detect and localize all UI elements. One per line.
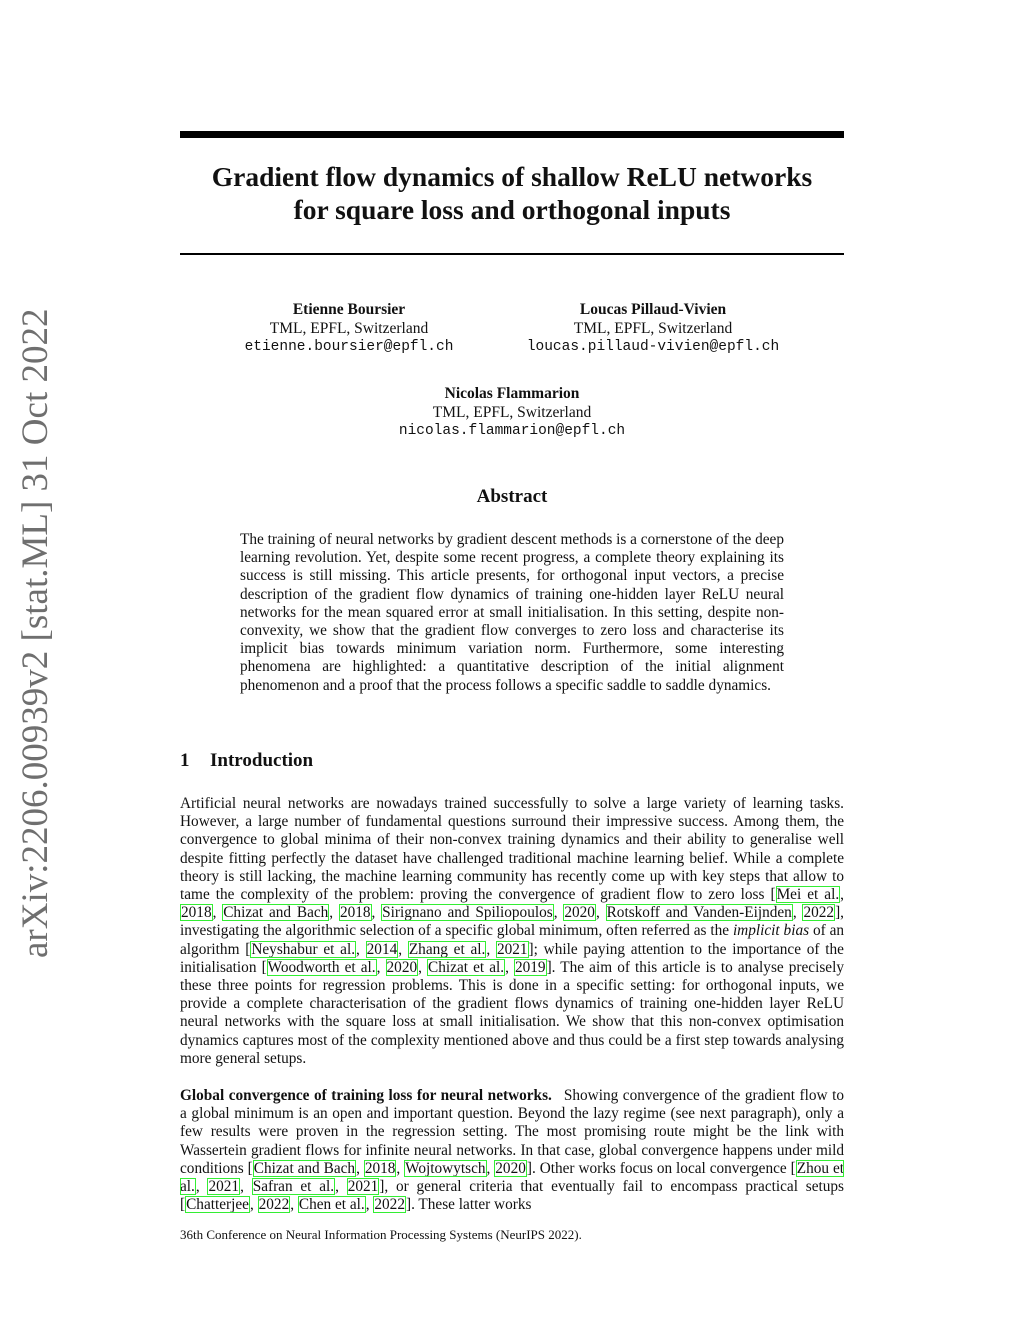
author-email[interactable]: loucas.pillaud-vivien@epfl.ch	[526, 339, 780, 355]
citation-link[interactable]: Zhou et al.	[180, 1159, 844, 1196]
text-run: ]. The aim of this article is to analyse precisely these three points for regression problems. This is done in a specific setting: for orthogonal inputs, we provide a complete characterisation of the gradient flows dynamics of training one-hidden layer ReLU neural networks with the square loss at small initialisation. We show that this non-convex optimisation dynamics captures most of the complexity mentioned above and thus could be a first step towards analysing more general setups.	[180, 958, 844, 1067]
citation-link[interactable]: 2014	[366, 940, 398, 958]
introduction-paragraph: Artificial neural networks are nowadays trained successfully to solve a large variety of learning tasks. However, a large number of fundamental questions surround their impressive success. Among them, the convergence to global minima of their non-convex training dynamics and their ability to generalise well despite fitting perfectly the dataset have challenged traditional machine learning belief. While a complete theory is still lacking, the machine learning community has recently come up with key steps that allow to tame the complexity of the problem: proving the convergence of gradient flow to zero loss [Mei et al., 2018, Chizat and Bach, 2018, Sirignano and Spiliopoulos, 2020, Rotskoff and Vanden-Eijnden, 2022], investigating the algorithmic selection of a specific global minimum, often referred as the implicit bias of an algorithm [Neyshabur et al., 2014, Zhang et al., 2021]; while paying attention to the importance of the initialisation [Woodworth et al., 2020, Chizat et al., 2019]. The aim of this article is to analyse precisely these three points for regression problems. This is done in a specific setting: for orthogonal inputs, we provide a complete characterisation of the gradient flows dynamics of training one-hidden layer ReLU neural networks with the square loss at small initialisation. We show that this non-convex optimisation dynamics captures most of the complexity mentioned above and thus could be a first step towards analysing more general setups.	[180, 795, 845, 1067]
citation-link[interactable]: Rotskoff and Vanden-Eijnden	[606, 904, 792, 922]
citation-link[interactable]: Mei et al.	[776, 886, 840, 904]
abstract-heading: Abstract	[476, 486, 548, 507]
citation-link[interactable]: 2020	[495, 1159, 526, 1177]
citation-link[interactable]: Chizat and Bach	[223, 904, 329, 922]
text-run: ], investigating the algorithmic selection of a specific global minimum, often referred as the	[180, 904, 844, 940]
author-affiliation: TML, EPFL, Switzerland	[432, 404, 592, 421]
text-run: ], or general criteria that eventually fail to encompass practical setups [	[180, 1178, 844, 1214]
author-affiliation: TML, EPFL, Switzerland	[573, 320, 733, 337]
global-convergence-paragraph: Global convergence of training loss for neural networks. Showing convergence of the gradient flow to a global minimum is an open and important question. Beyond the lazy regime (see next paragraph), only a few results were proven in the regression setting. The most promising route might be the link with Wassertein gradient flows for infinite neural networks. In that case, global convergence happens under mild conditions [Chizat and Bach, 2018, Wojtowytsch, 2020]. Other works focus on local convergence [Zhou et al., 2021, Safran et al., 2021], or general criteria that eventually fail to encompass practical setups [Chatterjee, 2022, Chen et al., 2022]. These latter works	[180, 1087, 844, 1214]
author-email[interactable]: etienne.boursier@epfl.ch	[244, 339, 454, 355]
citation-link[interactable]: Chatterjee	[186, 1196, 249, 1214]
citation-link[interactable]: Wojtowytsch	[405, 1159, 486, 1177]
citation-link[interactable]: Chizat and Bach	[253, 1159, 356, 1177]
citation-link[interactable]: 2021	[496, 940, 528, 958]
author-block-2	[510, 300, 796, 357]
citation-link[interactable]: Woodworth et al.	[267, 958, 376, 976]
citation-link[interactable]: 2022	[803, 904, 835, 922]
title-top-rule	[180, 131, 844, 138]
citation-link[interactable]: 2020	[386, 958, 418, 976]
citation-link[interactable]: 2022	[374, 1196, 405, 1214]
author-block-1	[230, 300, 468, 357]
paragraph-heading: Global convergence of training loss for neural networks.	[180, 1087, 552, 1104]
author-affiliation: TML, EPFL, Switzerland	[269, 320, 429, 337]
author-name: Nicolas Flammarion	[444, 385, 580, 402]
title-bottom-rule	[180, 253, 844, 255]
citation-link[interactable]: 2018	[364, 1159, 396, 1177]
conference-footnote: 36th Conference on Neural Information Processing Systems (NeurIPS 2022).	[180, 1227, 582, 1242]
emphasis-implicit-bias: implicit bias	[732, 922, 810, 940]
citation-link[interactable]: Safran et al.	[252, 1178, 335, 1196]
author-block-3	[370, 384, 654, 441]
section-heading-introduction	[180, 750, 313, 772]
citation-link[interactable]: Neyshabur et al.	[251, 940, 356, 958]
text-run: ]; while paying attention to the importance of the initialisation [	[180, 940, 844, 976]
text-run: ]. Other works focus on local convergence [	[526, 1159, 796, 1177]
text-run: ]. These latter works	[405, 1196, 532, 1214]
author-name: Loucas Pillaud-Vivien	[579, 301, 727, 318]
citation-link[interactable]: Sirignano and Spiliopoulos	[382, 904, 553, 922]
citation-link[interactable]: Chen et al.	[298, 1196, 365, 1214]
title-line-2: for square loss and orthogonal inputs	[293, 194, 731, 225]
author-name: Etienne Boursier	[292, 301, 406, 318]
citation-link[interactable]: Zhang et al.	[408, 940, 486, 958]
arxiv-identifier-sidebar: arXiv:2206.00939v2 [stat.ML] 31 Oct 2022	[15, 308, 56, 958]
text-run: Artificial neural networks are nowadays trained successfully to solve a large variety of learning tasks. However, a large number of fundamental questions surround their impressive success. Among them, the convergence to global minima of their non-convex training dynamics and their ability to generalise well despite fitting perfectly the dataset have challenged traditional machine learning belief. While a complete theory is still lacking, the machine learning community has recently come up with key steps that allow to tame the complexity of the problem: proving the convergence of gradient flow to zero loss [	[180, 795, 844, 904]
citation-link[interactable]: 2019	[514, 958, 546, 976]
section-number: 1	[180, 750, 190, 771]
citation-link[interactable]: 2021	[347, 1178, 379, 1196]
abstract-text: The training of neural networks by gradient descent methods is a cornerstone of the deep learning revolution. Yet, despite some recent progress, a complete theory explaining its success is still missing. This article presents, for orthogonal input vectors, a precise description of the gradient flow dynamics of training one-hidden layer ReLU neural networks for the mean squared error at small initialisation. In this setting, despite non-convexity, we show that the gradient flow converges to zero loss and characterise its implicit bias towards minimum variation norm. Furthermore, some interesting phenomena are highlighted: a quantitative description of the initial alignment phenomenon and a proof that the process follows a specific saddle to saddle dynamics.	[240, 531, 784, 694]
text-run: Showing convergence of the gradient flow to a global minimum is an open and important question. Beyond the lazy regime (see next paragraph), only a few results were proven in the regression setting. The most promising route might be the link with Wassertein gradient flows for infinite neural networks. In that case, global convergence happens under mild conditions [	[180, 1087, 844, 1177]
citation-link[interactable]: 2020	[564, 904, 595, 922]
citation-link[interactable]: 2022	[258, 1196, 290, 1214]
citation-link[interactable]: Chizat et al.	[428, 958, 505, 976]
citation-link[interactable]: 2018	[181, 904, 212, 922]
author-email[interactable]: nicolas.flammarion@epfl.ch	[398, 423, 626, 439]
text-run: of an algorithm [	[180, 922, 845, 958]
citation-link[interactable]: 2021	[208, 1178, 240, 1196]
paper-title	[180, 160, 844, 226]
citation-link[interactable]: 2018	[339, 904, 371, 922]
title-line-1: Gradient flow dynamics of shallow ReLU networks	[211, 161, 813, 192]
section-title: Introduction	[210, 750, 314, 771]
